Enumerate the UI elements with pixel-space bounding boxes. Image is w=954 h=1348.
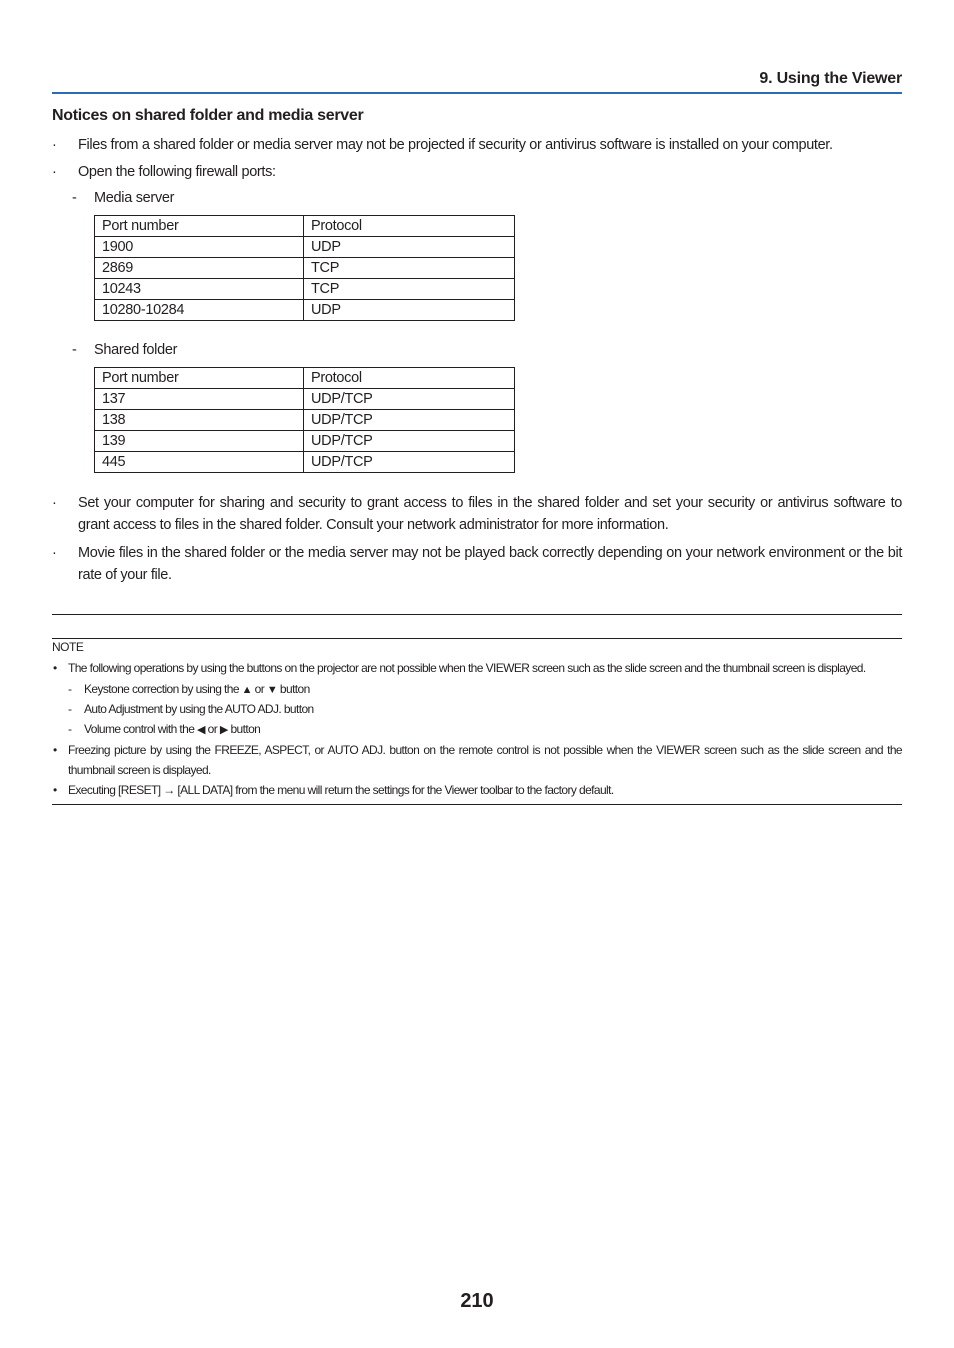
bullet-dot: • — [53, 661, 57, 675]
bullet-text: Movie files in the shared folder or the media server may not be played back correctly depending on your network environment or the bit rate of your file. — [78, 545, 902, 583]
note-subitem-text: or — [254, 682, 265, 696]
table-row — [95, 389, 515, 410]
table-header-row — [95, 368, 515, 389]
table-cell: UDP/TCP — [304, 389, 515, 410]
dash: - — [68, 702, 72, 716]
note-subitem — [68, 679, 310, 700]
table-cell: UDP/TCP — [304, 431, 515, 452]
bullet-dot: · — [52, 137, 57, 153]
note-subitem-text: Volume control with the — [84, 722, 195, 736]
bullet-dot: • — [53, 783, 57, 797]
bullet-text: Set your computer for sharing and security to grant access to files in the shared folder and set your security or antivirus software to grant access to files in the shared folder. Consult your network administrator for more information. — [78, 495, 902, 533]
note-bottom-rule — [52, 804, 902, 805]
dash: - — [72, 342, 77, 358]
table-cell: UDP/TCP — [304, 452, 515, 473]
note-top-rule — [52, 614, 902, 615]
note-subitem — [68, 719, 260, 740]
table-header-cell: Protocol — [304, 368, 515, 389]
table-cell: 137 — [95, 389, 304, 410]
shared-folder-label-row — [72, 339, 177, 361]
table-cell: UDP — [304, 237, 515, 258]
triangle-right-icon: ▶ — [219, 724, 228, 736]
note-item — [52, 780, 902, 800]
table-cell: 138 — [95, 410, 304, 431]
note-label: NOTE — [52, 640, 84, 654]
table-cell: 10280-10284 — [95, 300, 304, 321]
table-cell: UDP/TCP — [304, 410, 515, 431]
note-text: Executing [RESET] → [ALL DATA] from the menu will return the settings for the Viewer toolbar to the factory default. — [68, 783, 614, 797]
dash: - — [68, 722, 72, 736]
media-server-table — [94, 215, 515, 321]
note-subitem-text: Auto Adjustment by using the AUTO ADJ. button — [84, 702, 314, 716]
triangle-up-icon: ▲ — [241, 684, 252, 696]
bullet-text: Files from a shared folder or media server may not be projected if security or antivirus software is installed on your computer. — [78, 137, 833, 153]
note-subitem-text: button — [279, 682, 310, 696]
bullet-item — [52, 134, 902, 156]
shared-folder-table — [94, 367, 515, 473]
table-cell: TCP — [304, 279, 515, 300]
note-text: The following operations by using the buttons on the projector are not possible when the VIEWER screen such as the slide screen and the thumbnail screen is displayed. — [68, 661, 866, 675]
note-subitem-text: Keystone correction by using the — [84, 682, 239, 696]
bullet-item — [52, 492, 902, 536]
dash: - — [72, 190, 77, 206]
table-cell: 139 — [95, 431, 304, 452]
table-cell: TCP — [304, 258, 515, 279]
bullet-dot: • — [53, 743, 57, 757]
note-text: Freezing picture by using the FREEZE, ASPECT, or AUTO ADJ. button on the remote control is not possible when the VIEWER screen such as the slide screen and the thumbnail screen is displayed. — [68, 743, 902, 777]
note-subitem — [68, 699, 314, 719]
page-header-title: 9. Using the Viewer — [759, 70, 902, 87]
header-rule — [52, 92, 902, 94]
section-title: Notices on shared folder and media server — [52, 107, 364, 124]
table-row — [95, 300, 515, 321]
table-row — [95, 258, 515, 279]
table-header-row — [95, 216, 515, 237]
bullet-item — [52, 161, 902, 183]
note-item — [52, 658, 902, 678]
triangle-left-icon: ◀ — [197, 724, 205, 736]
table-row — [95, 237, 515, 258]
table-row — [95, 452, 515, 473]
media-server-label: Media server — [94, 190, 175, 206]
table-cell: 1900 — [95, 237, 304, 258]
bullet-dot: · — [52, 164, 57, 180]
bullet-dot: · — [52, 495, 57, 511]
table-cell: UDP — [304, 300, 515, 321]
table-row — [95, 410, 515, 431]
shared-folder-label: Shared folder — [94, 342, 178, 358]
table-header-cell: Port number — [95, 368, 304, 389]
dash: - — [68, 682, 72, 696]
note-block — [52, 658, 902, 803]
table-header-cell: Protocol — [304, 216, 515, 237]
note-subitem-text: or — [207, 722, 218, 736]
table-row — [95, 279, 515, 300]
note-item — [52, 740, 902, 780]
media-server-label-row — [72, 187, 174, 209]
table-header-cell: Port number — [95, 216, 304, 237]
bullet-dot: · — [52, 545, 57, 561]
bullet-item — [52, 542, 902, 586]
note-label-rule — [52, 638, 902, 639]
table-row — [95, 431, 515, 452]
note-subitem-text: button — [230, 722, 261, 736]
table-cell: 2869 — [95, 258, 304, 279]
page-number: 210 — [460, 1290, 494, 1312]
table-cell: 445 — [95, 452, 304, 473]
bullet-text: Open the following firewall ports: — [78, 164, 276, 180]
triangle-down-icon: ▼ — [266, 684, 278, 696]
table-cell: 10243 — [95, 279, 304, 300]
